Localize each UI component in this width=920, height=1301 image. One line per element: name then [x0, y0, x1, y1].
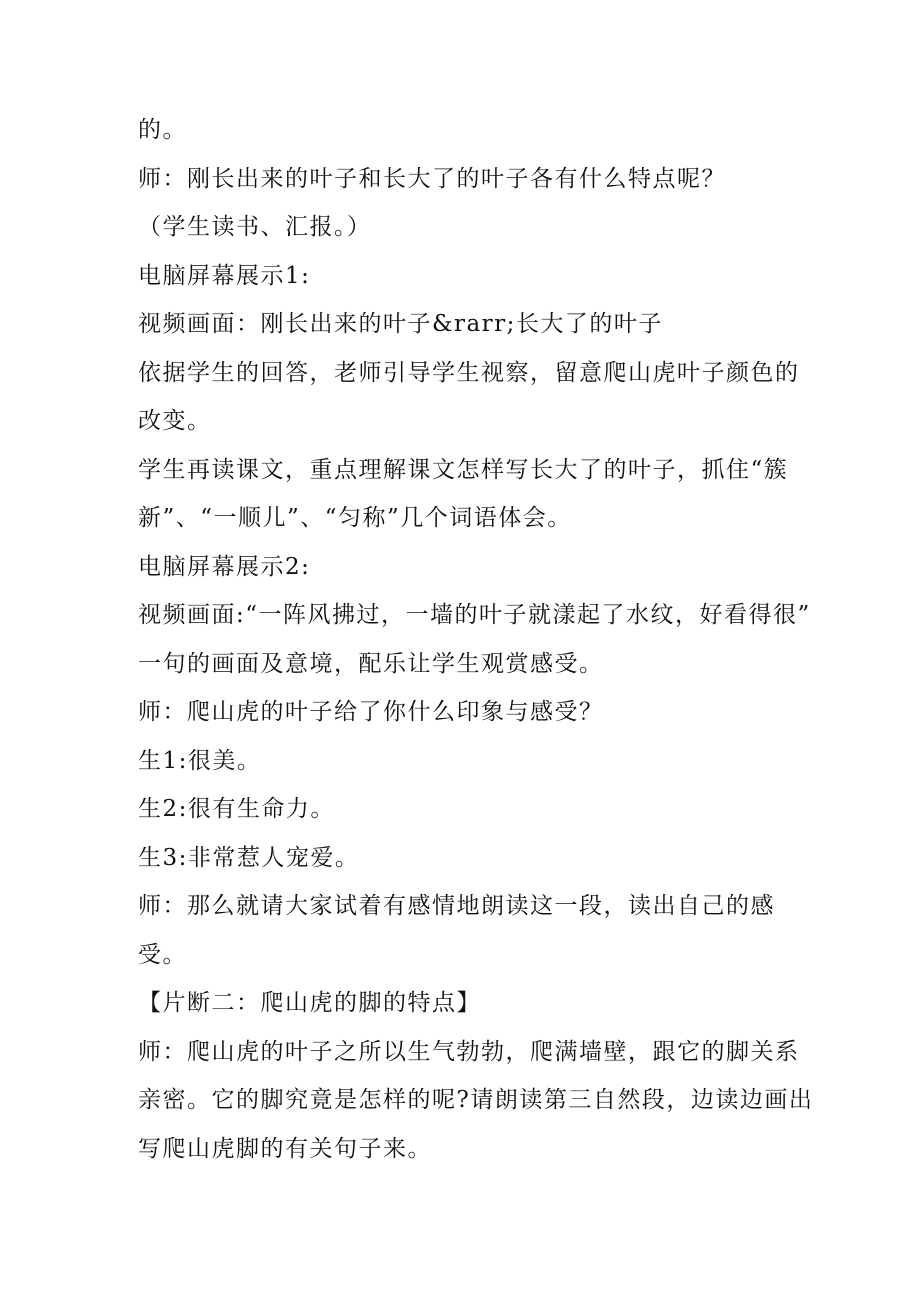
text-line: 受。 — [138, 941, 187, 968]
text-line: 视频画面:“一阵风拂过，一墙的叶子就漾起了水纹，好看得很” — [138, 602, 811, 628]
text-line: 视频画面：刚长出来的叶子&rarr;长大了的叶子 — [138, 311, 663, 337]
section-heading: 【片断二：爬山虎的脚的特点】 — [138, 990, 481, 1016]
text-line: 电脑屏幕展示1: — [138, 262, 311, 289]
text-line: 写爬山虎脚的有关句子来。 — [138, 1135, 432, 1162]
text-line: 师：爬山虎的叶子给了你什么印象与感受？ — [138, 699, 604, 725]
text-line: 改变。 — [138, 408, 212, 434]
text-line: 生2:很有生命力。 — [138, 796, 335, 822]
text-line: 学生再读课文，重点理解课文怎样写长大了的叶子，抓住“簇 — [138, 456, 789, 483]
text-line: 亲密。它的脚究竟是怎样的呢?请朗读第三自然段，边读边画出 — [138, 1087, 814, 1113]
text-line: 的。 — [138, 117, 187, 143]
text-line: 师：爬山虎的叶子之所以生气勃勃，爬满墙壁，跟它的脚关系 — [138, 1038, 800, 1065]
text-line: 生3:非常惹人宠爱。 — [138, 844, 360, 871]
text-line: 电脑屏幕展示2: — [138, 553, 311, 580]
text-line: 新”、“一顺儿”、“匀称”几个词语体会。 — [138, 505, 572, 531]
text-line: 师：刚长出来的叶子和长大了的叶子各有什么特点呢？ — [138, 165, 726, 192]
text-line: （学生读书、汇报。） — [138, 214, 372, 240]
document-body — [138, 106, 814, 1173]
text-line: 一句的画面及意境，配乐让学生观赏感受。 — [138, 650, 604, 677]
text-line: 生1:很美。 — [138, 747, 262, 774]
text-line: 依据学生的回答，老师引导学生视察，留意爬山虎叶子颜色的 — [138, 359, 800, 386]
text-line: 师：那么就请大家试着有感情地朗读这一段，读出自己的感 — [138, 893, 775, 919]
